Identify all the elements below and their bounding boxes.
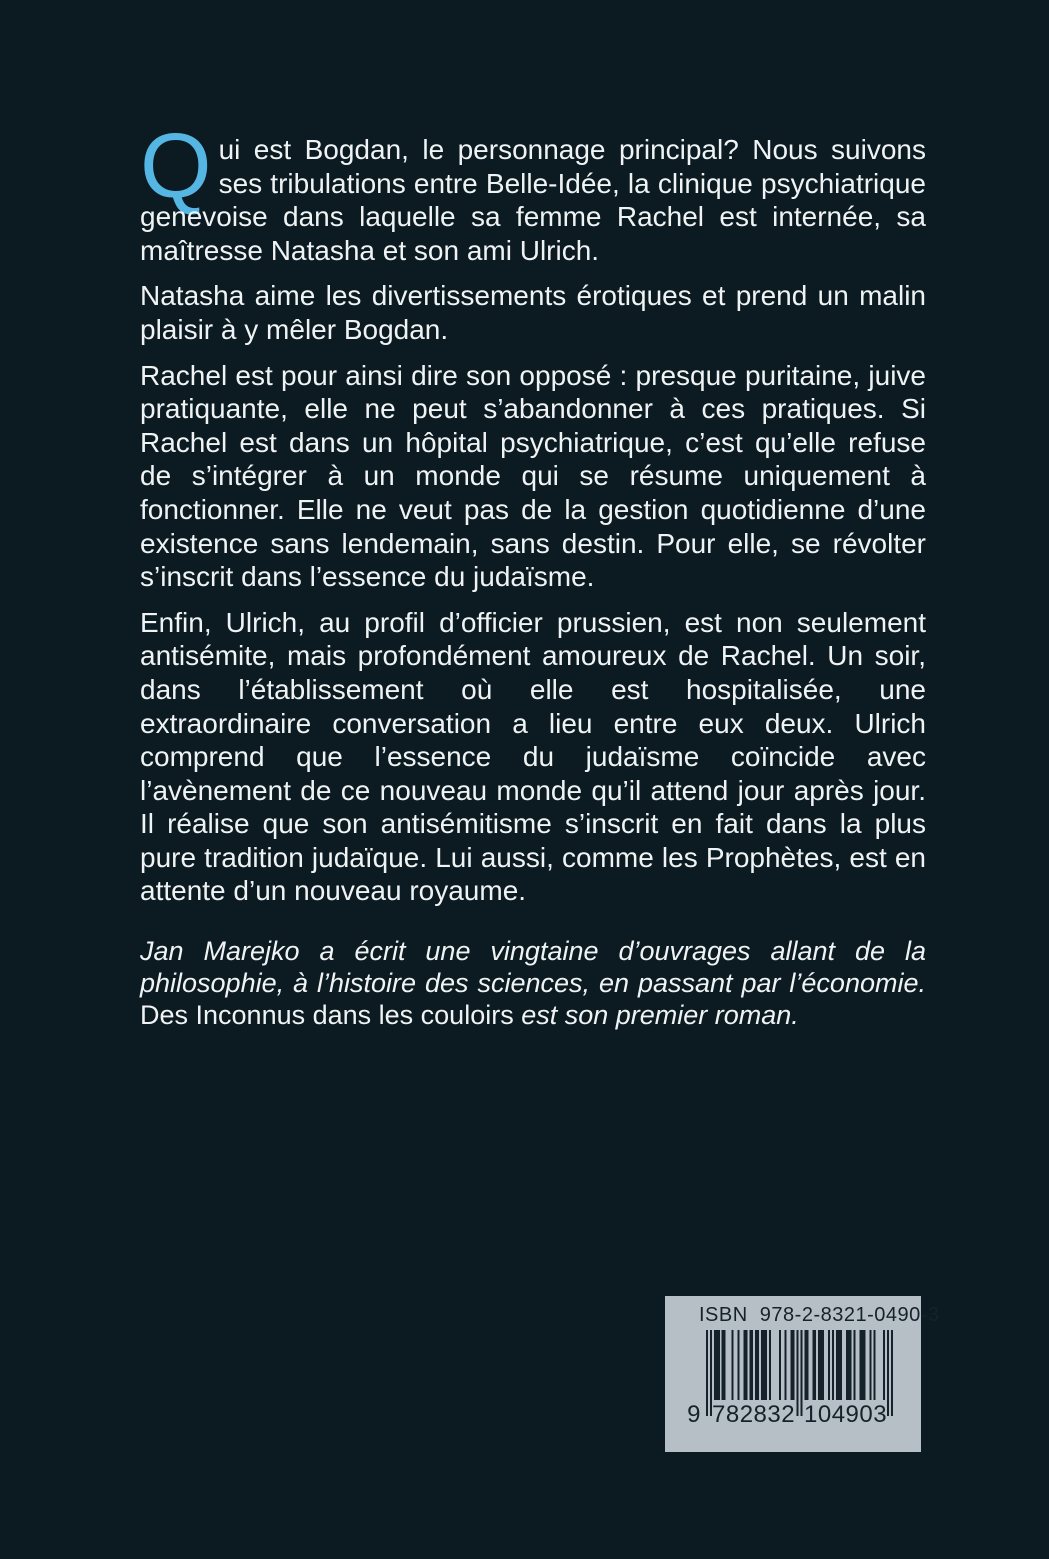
ean-digit-first: 9: [687, 1401, 701, 1428]
ean-digits-right-group: 104903: [804, 1401, 888, 1428]
barcode-panel: [665, 1296, 940, 1452]
book-title: Des Inconnus dans les couloirs: [140, 1000, 514, 1031]
synopsis-paragraph-2: Natasha aime les divertissements érotiques et prend un malin plaisir à y mêler Bogdan.: [140, 280, 926, 345]
author-bio: [140, 935, 926, 1031]
isbn-label: ISBN 978-2-8321-0490-3: [699, 1304, 940, 1326]
ean-digits-left-group: 782832: [712, 1401, 796, 1428]
synopsis-block: [140, 115, 926, 1058]
synopsis-paragraph-1: [140, 115, 926, 267]
synopsis-paragraph-3: Rachel est pour ainsi dire son opposé : presque puritaine, juive pratiquante, elle ne peut s’abandonner à ces pratiques. Si Rachel est dans un hôpital psychiatrique, c’est qu’elle refuse de s’intégrer à un monde qui se résume uniquement à fonctionner. Elle ne veut pas de la gestion quotidienne d’une existence sans lendemain, sans destin. Pour elle, se révolter s’inscrit dans l’essence du judaïsme.: [140, 359, 926, 593]
dropcap-letter: Q: [140, 115, 212, 217]
author-bio-italic-tail: est son premier roman.: [513, 1000, 799, 1031]
synopsis-paragraph-1-text: ui est Bogdan, le personnage principal? Nous suivons ses tribulations entre Belle-Idée, la clinique psychiatrique genevoise dans laquelle sa femme Rachel est internée, sa maîtresse Natasha et son ami Ulrich.: [140, 134, 926, 266]
synopsis-paragraph-4: Enfin, Ulrich, au profil d’officier prussien, est non seulement antisémite, mais profondément amoureux de Rachel. Un soir, dans l’établissement où elle est hospitalisée, une extraordinaire conversation a lieu entre eux deux. Ulrich comprend que l’essence du judaïsme coïncide avec l’avènement de ce nouveau monde qu’il attend jour après jour. Il réalise que son antisémitisme s’inscrit en fait dans la plus pure tradition judaïque. Lui aussi, comme les Prophètes, est en attente d’un nouveau royaume.: [140, 606, 926, 907]
author-bio-italic-lead: Jan Marejko a écrit une vingtaine d’ouvrages allant de la philosophie, à l’histoire des sciences, en passant par l’économie.: [140, 936, 926, 999]
